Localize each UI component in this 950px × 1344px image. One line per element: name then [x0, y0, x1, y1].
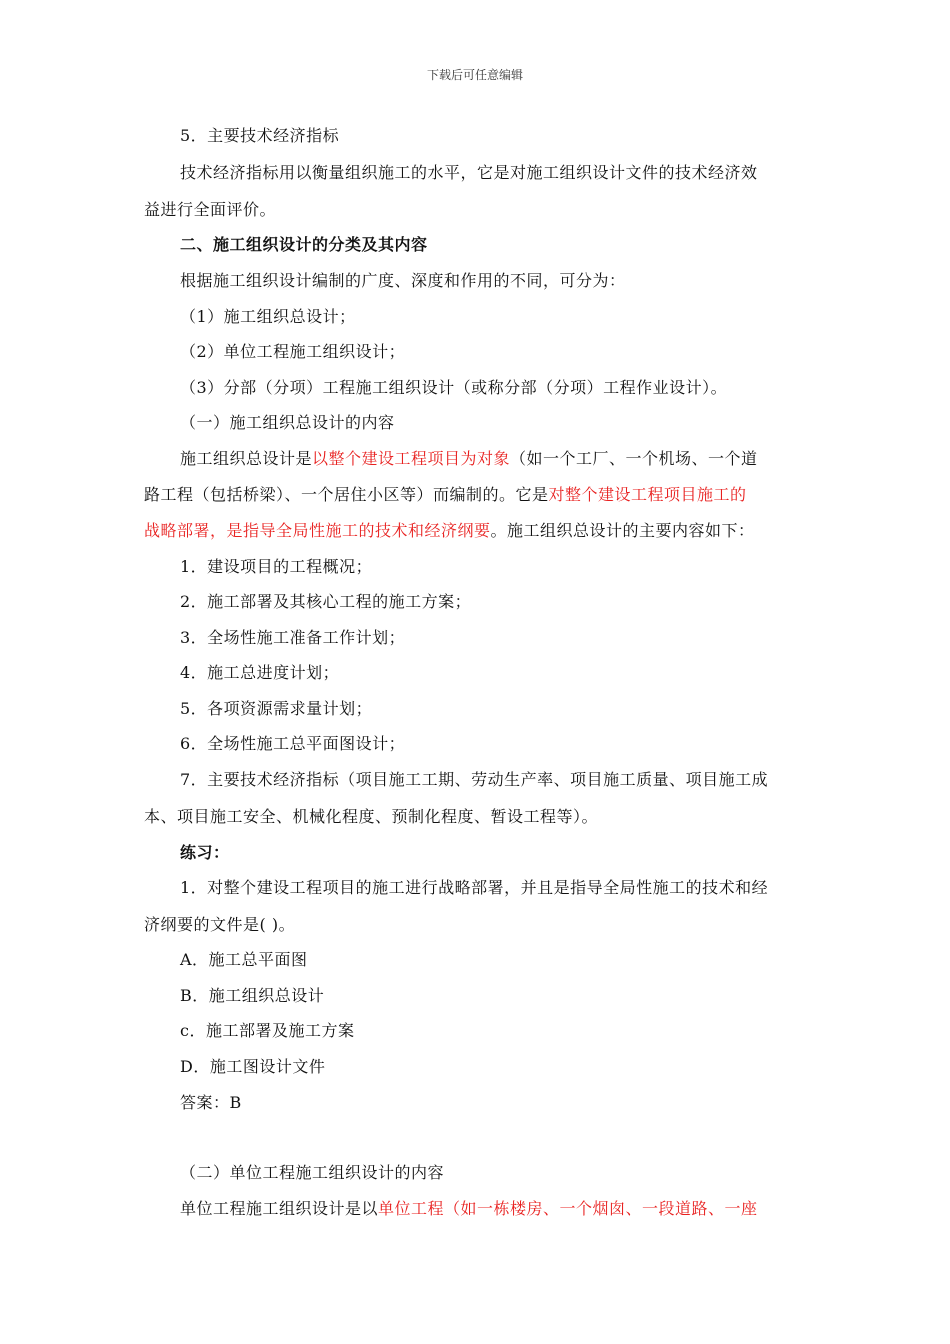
question: 济纲要的文件是( )。 — [144, 915, 296, 934]
paragraph: 5．主要技术经济指标 — [180, 126, 340, 145]
option-d: D．施工图设计文件 — [180, 1057, 326, 1076]
paragraph: 本、项目施工安全、机械化程度、预制化程度、暂设工程等）。 — [144, 807, 599, 826]
highlighted-text: 对整个建设工程项目施工的 — [548, 485, 747, 504]
text-run: 单位工程施工组织设计是以 — [180, 1199, 379, 1218]
question: 1．对整个建设工程项目的施工进行战略部署，并且是指导全局性施工的技术和经 — [180, 878, 769, 897]
text-run: （如一个工厂、一个机场、一个道 — [510, 449, 758, 468]
list-item: 7．主要技术经济指标（项目施工工期、劳动生产率、项目施工质量、项目施工成 — [180, 770, 769, 789]
text-run: 路工程（包括桥梁）、一个居住小区等）而编制的。它是 — [144, 485, 549, 504]
list-item: 3．全场性施工准备工作计划； — [180, 628, 406, 647]
paragraph: 益进行全面评价。 — [144, 200, 277, 219]
option-c: c．施工部署及施工方案 — [180, 1021, 355, 1040]
page-header: 下载后可任意编辑 — [426, 68, 523, 82]
list-item: 4．施工总进度计划； — [180, 663, 340, 682]
list-item: 6．全场性施工总平面图设计； — [180, 734, 406, 753]
highlighted-text: 以整个建设工程项目为对象 — [312, 449, 511, 468]
paragraph: 根据施工组织设计编制的广度、深度和作用的不同，可分为： — [180, 271, 626, 290]
text-run: 。施工组织总设计的主要内容如下： — [490, 521, 755, 540]
paragraph: 技术经济指标用以衡量组织施工的水平，它是对施工组织设计文件的技术经济效 — [180, 163, 758, 182]
list-item: 1．建设项目的工程概况； — [180, 557, 373, 576]
text-run: 施工组织总设计是 — [180, 449, 313, 468]
list-item: （2）单位工程施工组织设计； — [180, 342, 406, 361]
exercise-heading: 练习： — [180, 843, 230, 862]
subsection-heading: （二）单位工程施工组织设计的内容 — [180, 1163, 445, 1182]
highlighted-text: 战略部署，是指导全局性施工的技术和经济纲要 — [144, 521, 491, 540]
answer: 答案：B — [180, 1093, 242, 1112]
highlighted-text: 单位工程（如一栋楼房、一个烟囱、一段道路、一座 — [378, 1199, 758, 1218]
list-item: （1）施工组织总设计； — [180, 307, 356, 326]
paragraph — [180, 1197, 758, 1221]
paragraph — [180, 447, 758, 471]
list-item: （3）分部（分项）工程施工组织设计（或称分部（分项）工程作业设计）。 — [180, 378, 728, 397]
option-b: B．施工组织总设计 — [180, 986, 325, 1005]
section-heading: 二、施工组织设计的分类及其内容 — [180, 235, 428, 254]
subsection-heading: （一）施工组织总设计的内容 — [180, 413, 395, 432]
list-item: 5．各项资源需求量计划； — [180, 699, 373, 718]
paragraph — [144, 519, 755, 543]
paragraph — [144, 483, 747, 507]
list-item: 2．施工部署及其核心工程的施工方案； — [180, 592, 472, 611]
option-a: A．施工总平面图 — [180, 950, 308, 969]
